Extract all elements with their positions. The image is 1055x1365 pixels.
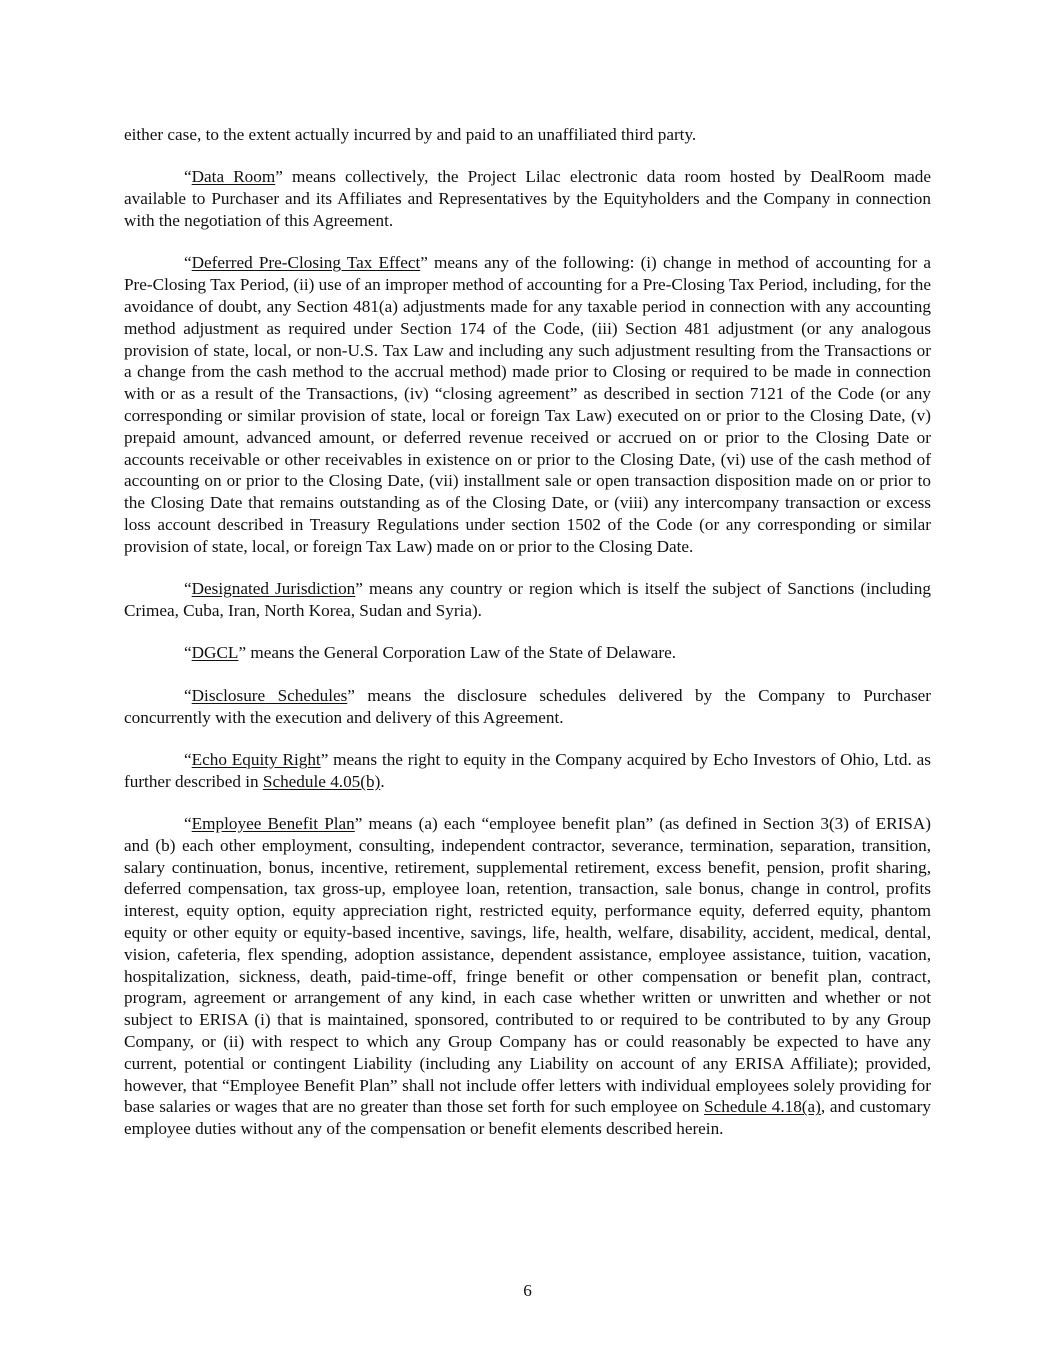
defined-term: Echo Equity Right [191, 749, 321, 769]
definition-body: ” means the disclosure schedules delivered by the Company to Purchaser concurrently with the execution and delivery of this Agreement. [124, 685, 931, 727]
defined-term: Designated Jurisdiction [191, 579, 356, 599]
definition-disclosure-schedules [124, 685, 931, 729]
open-quote: “ [184, 685, 192, 705]
lead-in-paragraph: either case, to the extent actually incurred by and paid to an unaffiliated third party. [124, 125, 697, 144]
definition-body: ” means (a) each “employee benefit plan” (as defined in Section 3(3) of ERISA) and (b) each other employment, consulting, independent contractor, severance, termination, separation, transition, salary continuation, bonus, incentive, retirement, supplemental retirement, excess benefit, pension, profit sharing, deferred compensation, tax gross-up, employee loan, retention, transaction, sale bonus, change in control, profits interest, equity option, equity appreciation right, restricted equity, performance equity, deferred equity, phantom equity or other equity or equity-based incentive, savings, life, health, welfare, disability, accident, medical, dental, vision, cafeteria, flex spending, adoption assistance, dependent assistance, employee assistance, tuition, vacation, hospitalization, sickness, death, paid-time-off, fringe benefit or other compensation or benefit plan, contract, program, agreement or arrangement of any kind, in each case whether written or unwritten and whether or not subject to ERISA (i) that is maintained, sponsored, contributed to or required to be contributed to by any Group Company, or (ii) with respect to which any Group Company has or could reasonably be expected to have any current, potential or contingent Liability (including any Liability on account of any ERISA Affiliate); provided, however, that “Employee Benefit Plan” shall not include offer letters with individual employees solely providing for base salaries or wages that are no greater than those set forth for such employee on [124, 814, 931, 1117]
definition-body: ” means collectively, the Project Lilac electronic data room hosted by DealRoom made available to Purchaser and its Affiliates and Representatives by the Equityholders and the Company in connection with the negotiation of this Agreement. [124, 167, 931, 230]
defined-term: Disclosure Schedules [191, 685, 348, 705]
definition-body: ” means the right to equity in the Company acquired by Echo Investors of Ohio, Ltd. as further described in [124, 749, 931, 791]
defined-term: Deferred Pre-Closing Tax Effect [191, 253, 421, 273]
page-number: 6 [523, 1281, 532, 1300]
definition-body: ” means the General Corporation Law of the State of Delaware. [238, 643, 677, 663]
open-quote: “ [184, 167, 192, 187]
open-quote: “ [184, 579, 192, 599]
definition-data-room [124, 166, 931, 231]
definition-body: ” means any country or region which is itself the subject of Sanctions (including Crimea, Cuba, Iran, North Korea, Sudan and Syria). [124, 579, 931, 620]
document-page [124, 124, 931, 1161]
definition-body: ” means any of the following: (i) change in method of accounting for a Pre-Closing Tax Period, (ii) use of an improper method of accounting for a Pre-Closing Tax Period, including, for the avoidance of doubt, any Section 481(a) adjustments made for any taxable period in connection with any accounting method adjustment as required under Section 174 of the Code, (iii) Section 481 adjustment (or any analogous provision of state, local, or non-U.S. Tax Law and including any such adjustment resulting from the Transactions or a change from the cash method to the accrual method) made prior to Closing or required to be made in connection with or as a result of the Transactions, (iv) “closing agreement” as described in section 7121 of the Code (or any corresponding or similar provision of state, local or foreign Tax Law) executed on or prior to the Closing Date, (v) prepaid amount, advanced amount, or deferred revenue received or accrued on or prior to the Closing Date or accounts receivable or other receivables in existence on or prior to the Closing Date, (vi) use of the cash method of accounting on or prior to the Closing Date, (vii) installment sale or open transaction disposition made on or prior to the Closing Date that remains outstanding as of the Closing Date, or (viii) any intercompany transaction or excess loss account described in Treasury Regulations under section 1502 of the Code (or any corresponding or similar provision of state, local, or foreign Tax Law) made on or prior to the Closing Date. [124, 253, 931, 556]
open-quote: “ [184, 749, 192, 769]
defined-term: Data Room [191, 167, 276, 187]
definition-echo-equity-right [124, 749, 931, 793]
definition-dgcl [124, 642, 931, 664]
definition-employee-benefit-plan [124, 813, 931, 1140]
schedule-reference: Schedule 4.05(b) [262, 771, 381, 791]
open-quote: “ [184, 814, 192, 834]
definition-designated-jurisdiction [124, 578, 931, 622]
open-quote: “ [184, 253, 192, 273]
defined-term: Employee Benefit Plan [191, 814, 355, 834]
definition-tail: , and customary employee duties without any of the compensation or benefit elements described herein. [124, 1097, 931, 1139]
definition-tail: . [380, 771, 385, 791]
defined-term: DGCL [191, 643, 239, 663]
definition-deferred-pre-closing-tax-effect [124, 252, 931, 557]
open-quote: “ [184, 643, 192, 663]
schedule-reference: Schedule 4.18(a) [704, 1097, 821, 1117]
